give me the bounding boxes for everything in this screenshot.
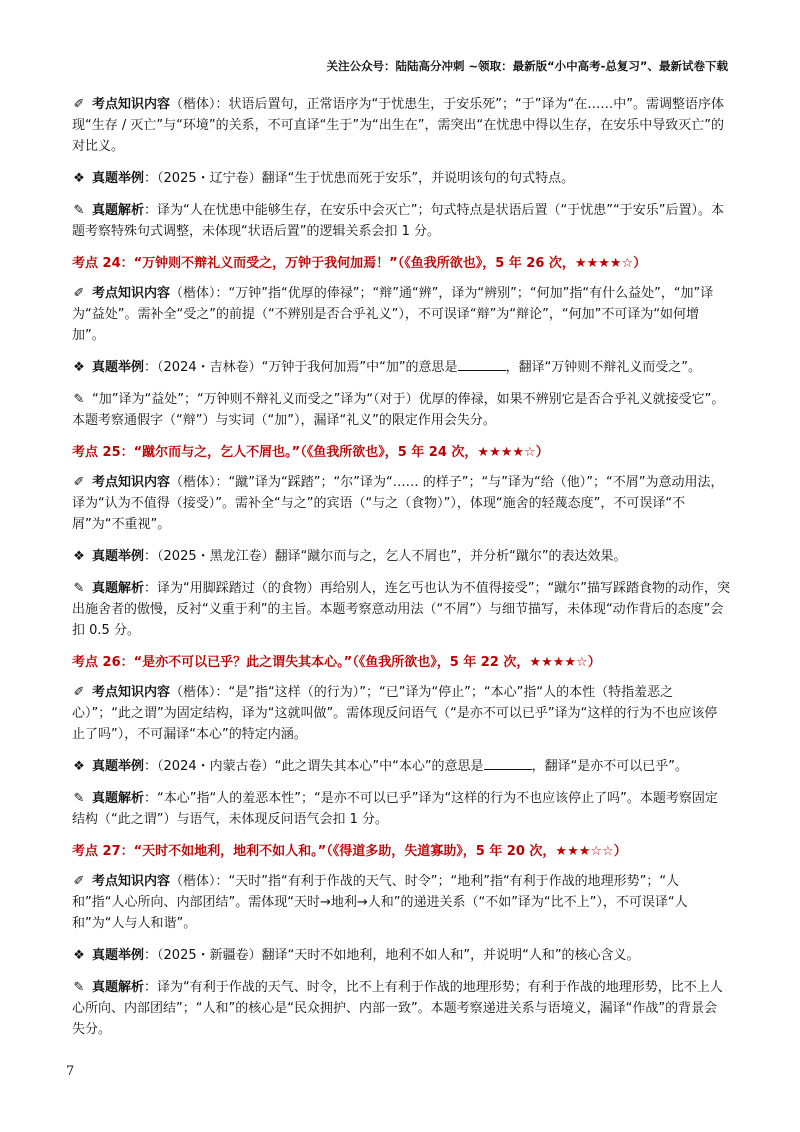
knowledge-label: 考点知识内容 [92, 475, 171, 490]
analysis-label: 真题解析 [92, 791, 145, 806]
pen-nib-icon: ✎ [73, 392, 85, 407]
kaodian-title: 考点 25：“蹴尔而与之，乞人不屑也。”（《鱼我所欲也》，5 年 24 次，★★★★☆） [72, 445, 549, 460]
answer-blank [458, 358, 506, 371]
example-paragraph: ❖ 真题举例：（2024・内蒙古卷）“此之谓失其本心”中“本心”的意思是 ，翻译“是亦不可以已乎”。 [72, 756, 730, 777]
example-paragraph: ❖ 真题举例：（2024・吉林卷）“万钟于我何加焉”中“加”的意思是 ，翻译“万钟则不辩礼义而受之”。 [72, 357, 730, 378]
pencil-icon: ✐ [73, 97, 85, 112]
example-label: 真题举例 [92, 759, 145, 774]
example-label: 真题举例 [92, 549, 145, 564]
knowledge-paragraph: ✐ 考点知识内容（楷体）：“是”指“这样（的行为）”；“已”译为“停止”；“本心”指“人的本性（特指羞恶之心）”；“此之谓”为固定结构，译为“这就叫做”。需体现反问语气（“是亦不可以已乎”译为“这样的行为不也应该停止了吗”），不可漏译“本心”的特定内涵。 [72, 682, 730, 745]
kaodian-title: 考点 24：“万钟则不辩礼义而受之，万钟于我何加焉！”（《鱼我所欲也》，5 年 26 次，★★★★☆） [72, 256, 647, 271]
example-label: 真题举例 [92, 360, 145, 375]
example-paragraph: ❖ 真题举例：（2025・辽宁卷）翻译“生于忧患而死于安乐”，并说明该句的句式特点。 [72, 168, 730, 189]
analysis-paragraph: ✎ “加”译为“益处”；“万钟则不辩礼义而受之”译为“（对于）优厚的俸禄，如果不辨别它是否合乎礼义就接受它”。本题考察通假字（“辩”）与实词（“加”），漏译“礼义”的限定作用会失分。 [72, 389, 730, 431]
knowledge-label: 考点知识内容 [92, 685, 171, 700]
diamond-bullet-icon: ❖ [73, 360, 85, 375]
analysis-label: 真题解析 [92, 581, 145, 596]
knowledge-paragraph: ✐ 考点知识内容（楷体）：“万钟”指“优厚的俸禄”；“辩”通“辨”，译为“辨别”；“何加”指“有什么益处”，“加”译为“益处”。需补全“受之”的前提（“不辨别是否合乎礼义”），不可误译“辩”为“辩论”，“何加”不可译为“如何增加”。 [72, 283, 730, 346]
knowledge-label: 考点知识内容 [92, 286, 171, 301]
analysis-label: 真题解析 [92, 203, 145, 218]
analysis-label: 真题解析 [92, 980, 145, 995]
page-content [72, 94, 730, 1051]
knowledge-label: 考点知识内容 [92, 97, 171, 112]
pen-nib-icon: ✎ [73, 791, 85, 806]
pen-nib-icon: ✎ [73, 203, 85, 218]
pencil-icon: ✐ [73, 475, 85, 490]
pencil-icon: ✐ [73, 874, 85, 889]
pen-nib-icon: ✎ [73, 581, 85, 596]
pencil-icon: ✐ [73, 286, 85, 301]
analysis-paragraph: ✎ 真题解析：译为“人在忧患中能够生存，在安乐中会灭亡”；句式特点是状语后置（“于忧患”“于安乐”后置）。本题考察特殊句式调整，未体现“状语后置”的逻辑关系会扣 1 分。 [72, 200, 730, 242]
knowledge-paragraph: ✐ 考点知识内容（楷体）：“蹴”译为“踩踏”；“尔”译为“…… 的样子”；“与”译为“给（他）”；“不屑”为意动用法，译为“认为不值得（接受）”。需补全“与之”的宾语（“与之（食物）”），体现“施舍的轻蔑态度”，不可误译“不屑”为“不重视”。 [72, 472, 730, 535]
example-label: 真题举例 [92, 171, 145, 186]
pencil-icon: ✐ [73, 685, 85, 700]
example-paragraph: ❖ 真题举例：（2025・黑龙江卷）翻译“蹴尔而与之，乞人不屑也”，并分析“蹴尔”的表达效果。 [72, 546, 730, 567]
page-header: 关注公众号：陆陆高分冲刺 ~领取：最新版“小中高考-总复习”、最新试卷下载 [326, 59, 728, 73]
pen-nib-icon: ✎ [73, 980, 85, 995]
diamond-bullet-icon: ❖ [73, 549, 85, 564]
kaodian-title: 考点 27：“天时不如地利，地利不如人和。”（《得道多助，失道寡助》，5 年 20 次，★★★☆☆） [72, 844, 627, 859]
example-label: 真题举例 [92, 948, 145, 963]
diamond-bullet-icon: ❖ [73, 948, 85, 963]
example-paragraph: ❖ 真题举例：（2025・新疆卷）翻译“天时不如地利，地利不如人和”，并说明“人和”的核心含义。 [72, 945, 730, 966]
knowledge-paragraph: ✐ 考点知识内容（楷体）：“天时”指“有利于作战的天气、时令”；“地利”指“有利于作战的地理形势”；“人和”指“人心所向、内部团结”。需体现“天时→地利→人和”的递进关系（“不如”译为“比不上”），不可误译“人和”为“人与人和谐”。 [72, 871, 730, 934]
analysis-paragraph: ✎ 真题解析：译为“用脚踩踏过（的食物）再给别人，连乞丐也认为不值得接受”；“蹴尔”描写踩踏食物的动作，突出施舍者的傲慢，反衬“义重于利”的主旨。本题考察意动用法（“不屑”）与细节描写，未体现“动作背后的态度”会扣 0.5 分。 [72, 578, 730, 641]
page-number: 7 [66, 1064, 75, 1079]
kaodian-title: 考点 26：“是亦不可以已乎？此之谓失其本心。”（《鱼我所欲也》，5 年 22 次，★★★★☆） [72, 655, 601, 670]
knowledge-label: 考点知识内容 [92, 874, 171, 889]
knowledge-paragraph: ✐ 考点知识内容（楷体）：状语后置句，正常语序为“于忧患生，于安乐死”；“于”译为“在……中”。需调整语序体现“生存 / 灭亡”与“环境”的关系，不可直译“生于”为“出生在”，需突出“在忧患中得以生存，在安乐中导致灭亡”的对比义。 [72, 94, 730, 157]
diamond-bullet-icon: ❖ [73, 759, 85, 774]
diamond-bullet-icon: ❖ [73, 171, 85, 186]
answer-blank [484, 757, 532, 770]
analysis-paragraph: ✎ 真题解析：“本心”指“人的羞恶本性”；“是亦不可以已乎”译为“这样的行为不也应该停止了吗”。本题考察固定结构（“此之谓”）与语气，未体现反问语气会扣 1 分。 [72, 788, 730, 830]
analysis-paragraph: ✎ 真题解析：译为“有利于作战的天气、时令，比不上有利于作战的地理形势；有利于作战的地理形势，比不上人心所向、内部团结”；“人和”的核心是“民众拥护、内部一致”。本题考察递进关系与语境义，漏译“作战”的背景会失分。 [72, 977, 730, 1040]
